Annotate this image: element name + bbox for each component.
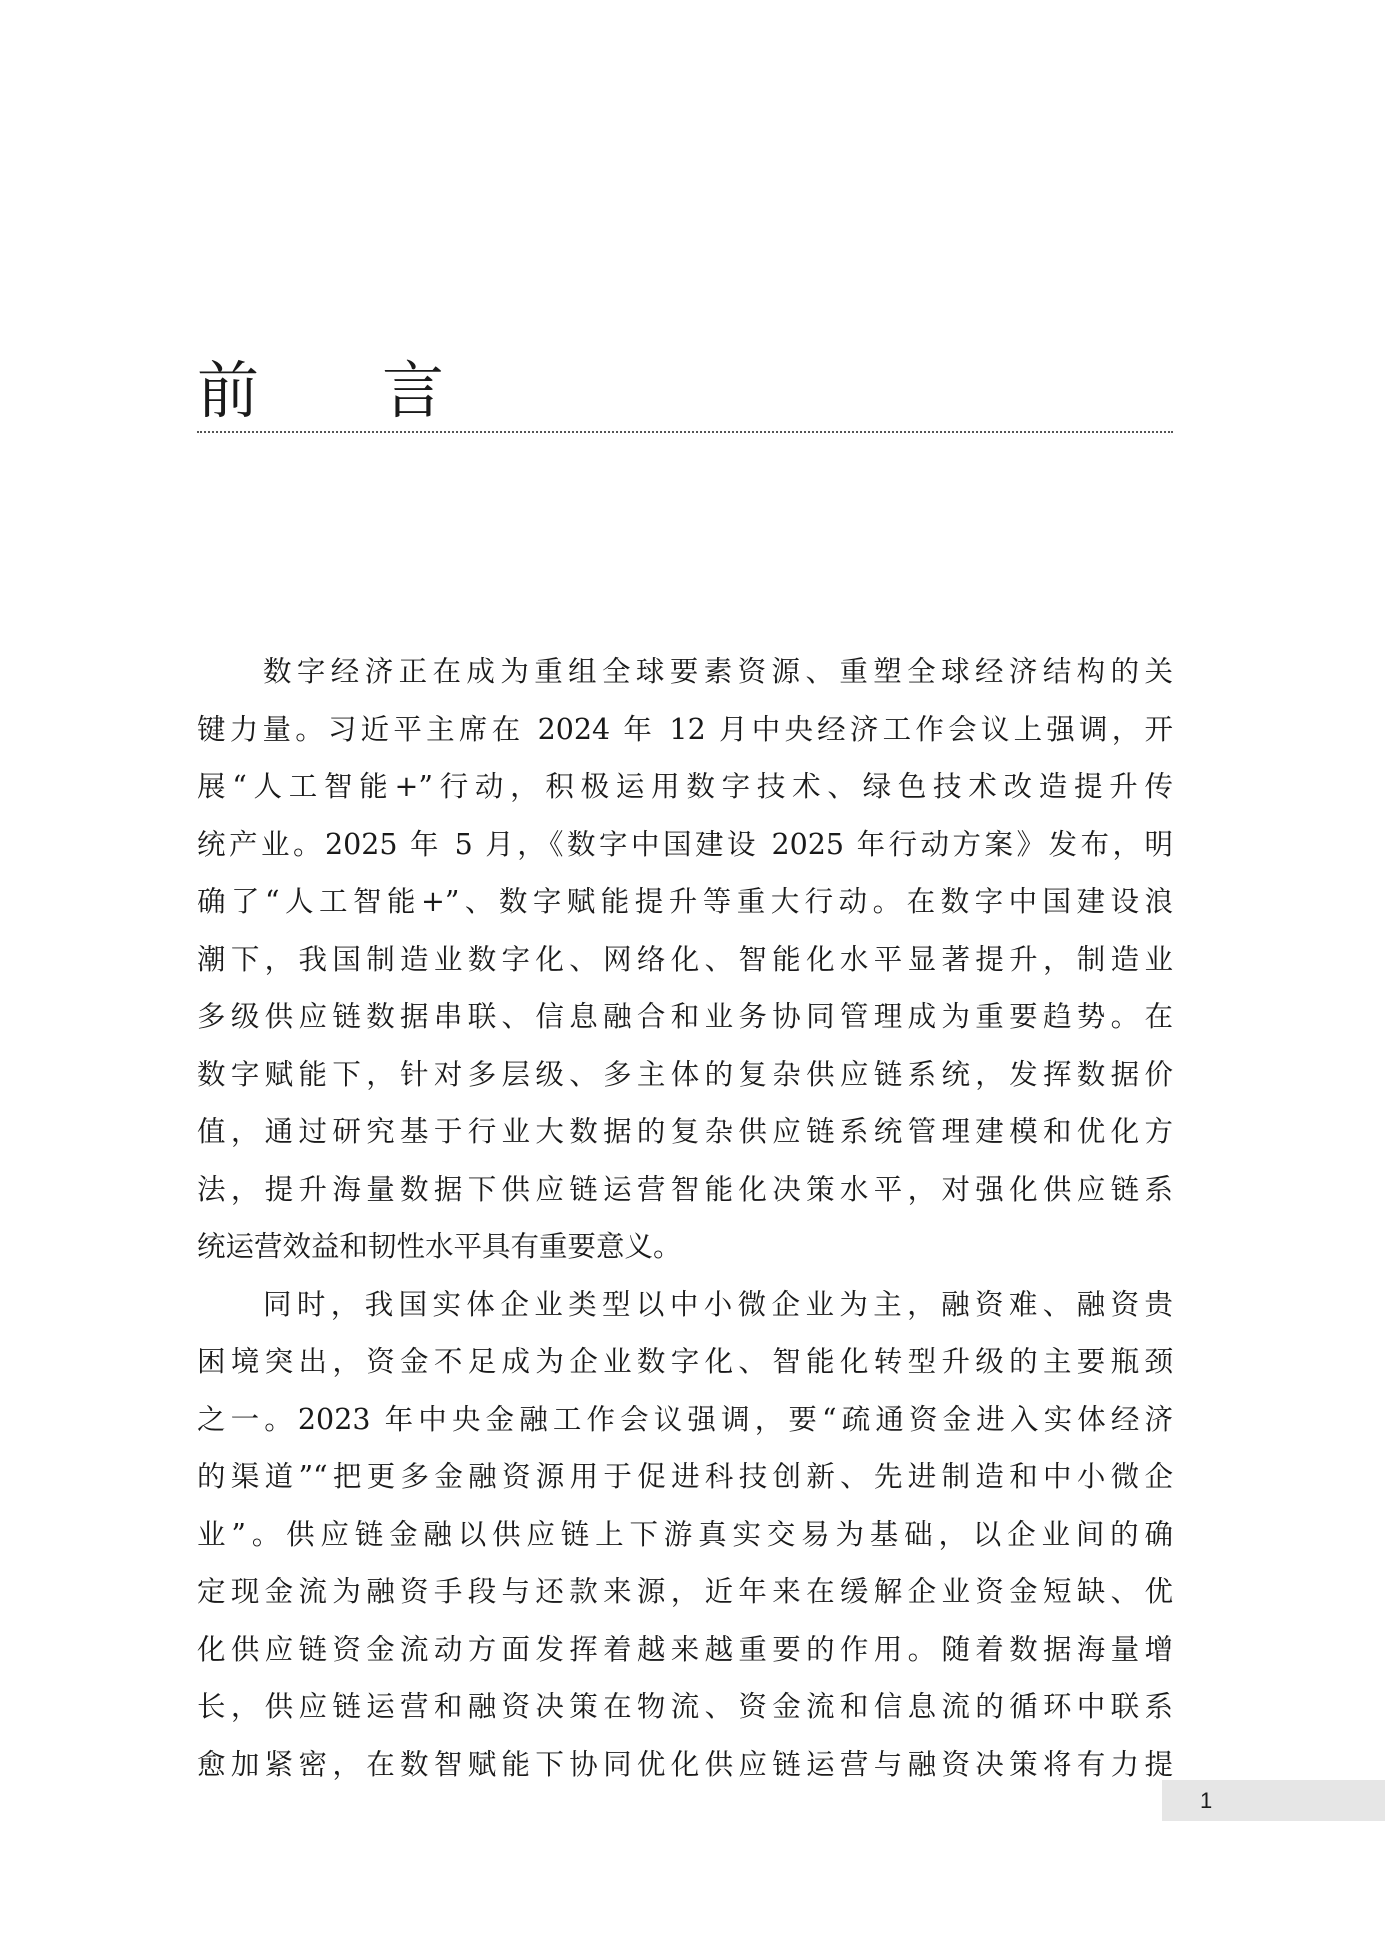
text-line: 值，通过研究基于行业大数据的复杂供应链系统管理建模和优化方 (197, 1115, 1173, 1148)
page-number: 1 (1200, 1788, 1213, 1813)
heading-dotted-divider (197, 431, 1173, 433)
text-line: 潮下，我国制造业数字化、网络化、智能化水平显著提升，制造业 (197, 942, 1173, 976)
chapter-heading-char-2: 言 (382, 354, 445, 427)
text-line: 键力量。习近平主席在 2024 年 12 月中央经济工作会议上强调，开 (197, 712, 1173, 746)
text-line: 同时，我国实体企业类型以中小微企业为主，融资难、融资贵 (263, 1287, 1173, 1321)
text-line: 的渠道”“把更多金融资源用于促进科技创新、先进制造和中小微企 (197, 1460, 1173, 1493)
text-line: 之一。2023 年中央金融工作会议强调，要“疏通资金进入实体经济 (197, 1402, 1173, 1436)
text-line: 长，供应链运营和融资决策在物流、资金流和信息流的循环中联系 (197, 1690, 1173, 1723)
text-line: 业”。供应链金融以供应链上下游真实交易为基础，以企业间的确 (197, 1517, 1173, 1551)
text-line: 统产业。2025 年 5 月，《数字中国建设 2025 年行动方案》发布，明 (197, 827, 1173, 861)
text-line: 愈加紧密，在数智赋能下协同优化供应链运营与融资决策将有力提 (197, 1747, 1173, 1781)
paragraph-2 (197, 1276, 1173, 1794)
page-number-tab (1162, 1780, 1385, 1821)
body-text (197, 643, 1173, 1793)
text-line: 困境突出，资金不足成为企业数字化、智能化转型升级的主要瓶颈 (197, 1345, 1173, 1378)
text-line: 多级供应链数据串联、信息融合和业务协同管理成为重要趋势。在 (197, 1000, 1173, 1033)
chapter-heading-char-1: 前 (197, 354, 260, 427)
text-line: 化供应链资金流动方面发挥着越来越重要的作用。随着数据海量增 (197, 1632, 1173, 1666)
text-line: 法，提升海量数据下供应链运营智能化决策水平，对强化供应链系 (197, 1172, 1173, 1206)
chapter-heading (197, 350, 1173, 432)
text-line: 展“人工智能+”行动，积极运用数字技术、绿色技术改造提升传 (197, 770, 1173, 803)
text-line: 定现金流为融资手段与还款来源，近年来在缓解企业资金短缺、优 (197, 1575, 1173, 1608)
text-line: 确了“人工智能+”、数字赋能提升等重大行动。在数字中国建设浪 (197, 885, 1173, 918)
paragraph-1 (197, 643, 1173, 1276)
text-line: 数字赋能下，针对多层级、多主体的复杂供应链系统，发挥数据价 (197, 1057, 1173, 1091)
text-line: 统运营效益和韧性水平具有重要意义。 (197, 1230, 682, 1263)
text-line: 数字经济正在成为重组全球要素资源、重塑全球经济结构的关 (263, 655, 1173, 688)
